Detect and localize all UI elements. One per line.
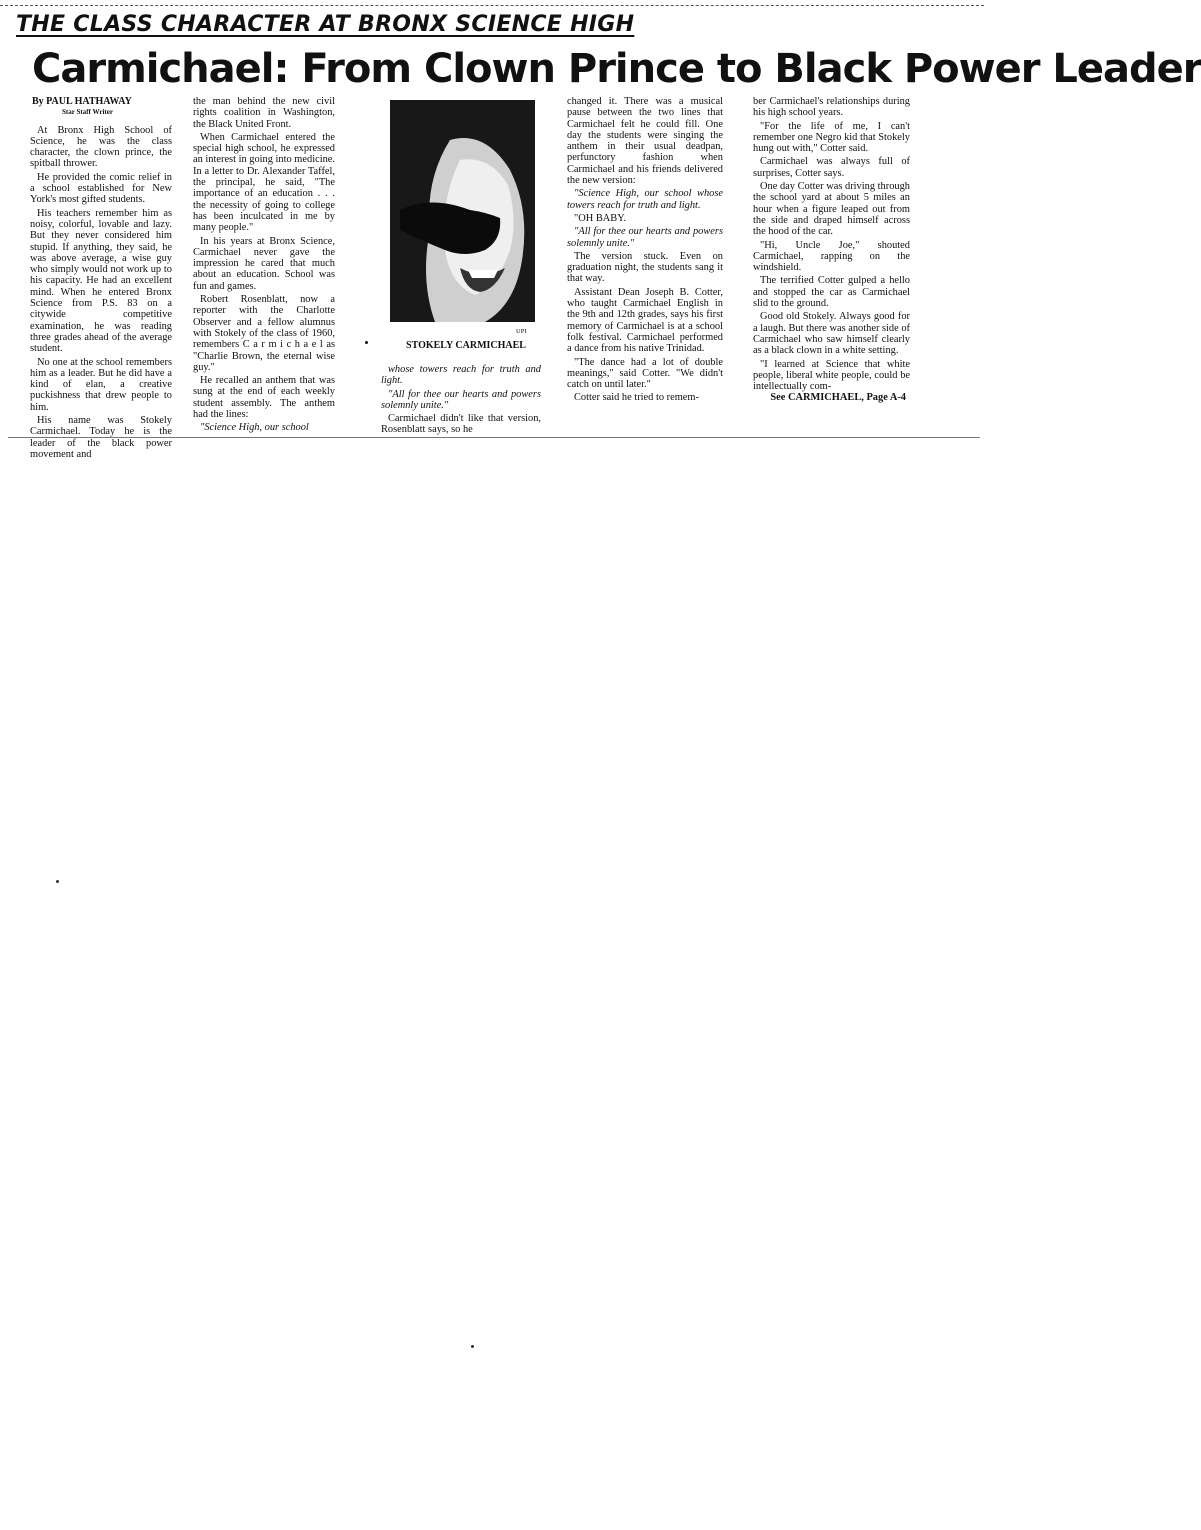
jump-line: See CARMICHAEL, Page A-4	[770, 392, 906, 404]
portrait-illustration	[390, 100, 535, 322]
paragraph: He recalled an anthem that was sung at the end of each weekly student assembly. The anthem had the lines:	[193, 375, 335, 421]
newspaper-clipping	[0, 0, 1201, 470]
paragraph: Assistant Dean Joseph B. Cotter, who taught Carmichael English in the 9th and 12th grades, says his first memory of Carmichael is at a school folk festival. Carmichael performed a dance from his native Trinidad.	[567, 286, 723, 355]
clipping-top-border	[0, 5, 984, 6]
clipping-bottom-rule	[8, 437, 980, 438]
kicker-headline: THE CLASS CHARACTER AT BRONX SCIENCE HIGH	[16, 12, 635, 37]
article-column-1	[30, 96, 172, 460]
caption-bullet	[365, 341, 368, 344]
scan-speck	[56, 880, 59, 883]
paragraph: Good old Stokely. Always good for a laugh. But there was another side of Carmichael who saw himself clearly as a black clown in a white setting.	[753, 311, 910, 357]
paragraph: When Carmichael entered the special high school, he expressed an interest in going into medicine. In a letter to Dr. Alexander Taffel, the principal, he said, "The importance of an education . . . the necessity of going to college has been inculcated in me by many people."	[193, 131, 335, 234]
paragraph: "Hi, Uncle Joe," shouted Carmichael, rapping on the windshield.	[753, 239, 910, 274]
byline-title: Star Staff Writer	[62, 108, 113, 117]
paragraph: "OH BABY.	[574, 212, 626, 224]
anthem-quote: whose towers reach for truth and light.	[381, 364, 541, 387]
anthem-quote: "All for thee our hearts and powers solemnly unite."	[381, 388, 541, 411]
paragraph: No one at the school remembers him as a leader. But he did have a kind of elan, a creative puckishness that drew people to him.	[30, 356, 172, 413]
paragraph: In his years at Bronx Science, Carmichael never gave the impression he cared that much about an education. School was fun and games.	[193, 235, 335, 292]
photo-caption: STOKELY CARMICHAEL	[406, 340, 526, 351]
paragraph: His name was Stokely Carmichael. Today he is the leader of the black power movement and	[30, 415, 172, 460]
anthem-quote: "All for thee our hearts and powers solemnly unite."	[567, 226, 723, 249]
paragraph: One day Cotter was driving through the school yard at about 5 miles an hour when a figure leaped out from the side and draped himself across the hood of the car.	[753, 181, 910, 238]
article-column-5	[753, 96, 910, 404]
anthem-quote: "Science High, our school	[200, 422, 309, 434]
paragraph: Carmichael didn't like that version, Rosenblatt says, so he	[381, 413, 541, 436]
paragraph: changed it. There was a musical pause between the two lines that Carmichael felt he could fill. One day the students were singing the anthem in their usual deadpan, perfunctory fashion when Carmichael and his friends delivered the new version:	[567, 96, 723, 187]
paragraph: the man behind the new civil rights coalition in Washington, the Black United Front.	[193, 96, 335, 130]
paragraph: He provided the comic relief in a school established for New York's most gifted students.	[30, 171, 172, 206]
article-column-3	[381, 364, 541, 436]
paragraph: Carmichael was always full of surprises, Cotter says.	[753, 156, 910, 179]
paragraph: "I learned at Science that white people, liberal white people, could be intellectually com-	[753, 358, 910, 393]
paragraph: The terrified Cotter gulped a hello and stopped the car as Carmichael slid to the ground.	[753, 275, 910, 310]
paragraph: The version stuck. Even on graduation night, the students sang it that way.	[567, 250, 723, 285]
portrait-photo	[390, 100, 535, 322]
article-column-2	[193, 96, 335, 434]
paragraph: Robert Rosenblatt, now a reporter with the Charlotte Observer and a fellow alumnus with Stokely of the class of 1960, remembers C a r m i c h a e l as "Charlie Brown, the eternal wise guy."	[193, 294, 335, 373]
anthem-quote: "Science High, our school whose towers reach for truth and light.	[567, 188, 723, 211]
paragraph: "The dance had a lot of double meanings," said Cotter. "We didn't catch on until later."	[567, 356, 723, 391]
byline: By PAUL HATHAWAY	[32, 96, 132, 107]
scan-speck	[471, 1345, 474, 1348]
paragraph: His teachers remember him as noisy, colorful, lovable and lazy. But they never considered him stupid. If anything, they said, he was above average, a wise guy who simply would not work up to his capacity. He had an excellent mind. When he entered Bronx Science from P.S. 83 on a citywide competitive examination, he was reading three grades ahead of the average student.	[30, 207, 172, 355]
paragraph: At Bronx High School of Science, he was the class character, the clown prince, the spitball thrower.	[30, 124, 172, 170]
paragraph: Cotter said he tried to remem-	[574, 392, 699, 404]
paragraph: ber Carmichael's relationships during his high school years.	[753, 96, 910, 119]
paragraph: "For the life of me, I can't remember one Negro kid that Stokely hung out with," Cotter said.	[753, 120, 910, 155]
article-column-4	[567, 96, 723, 404]
main-headline: Carmichael: From Clown Prince to Black Power Leader	[32, 46, 1201, 92]
photo-credit: UPI	[516, 328, 527, 335]
